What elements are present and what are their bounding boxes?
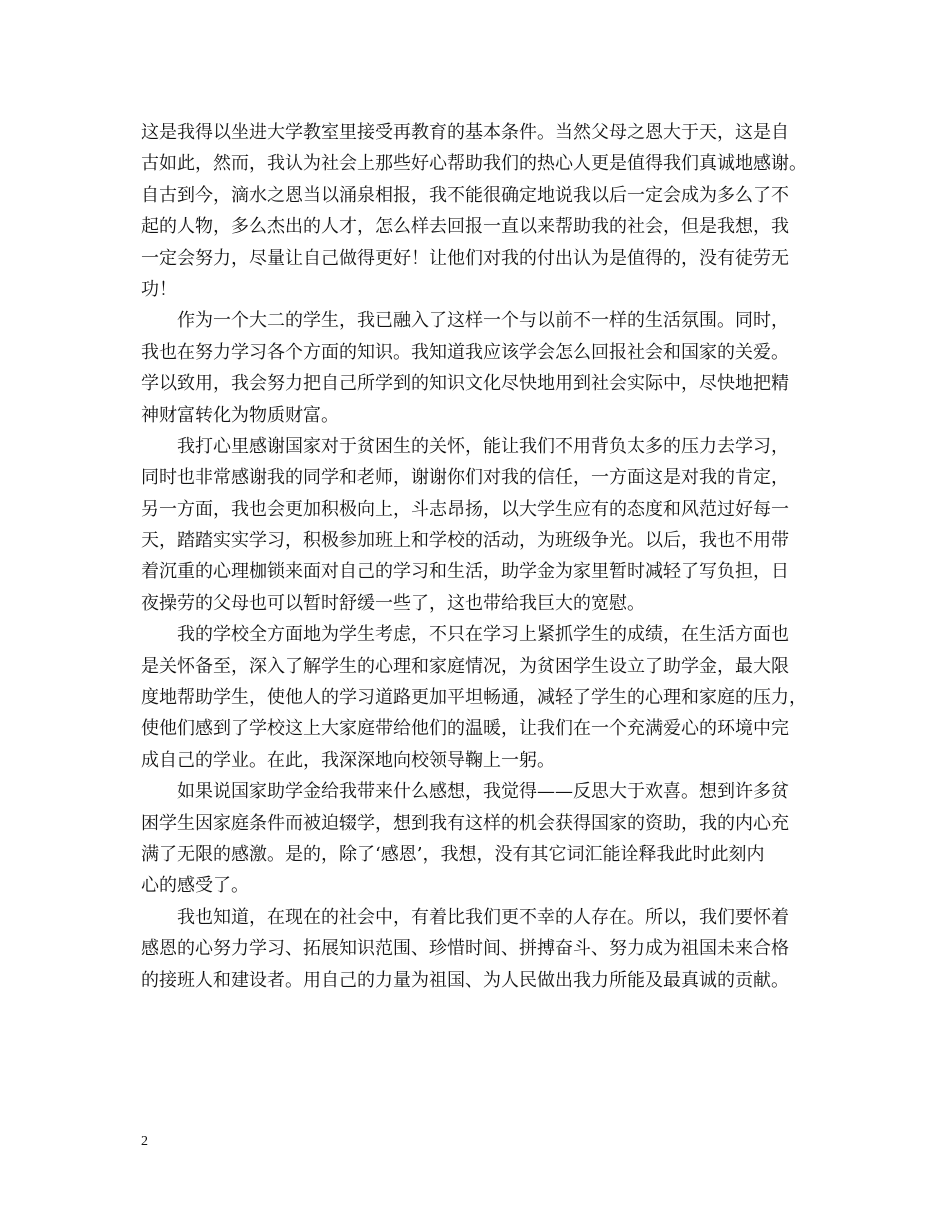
text-line: 的接班人和建设者。用自己的力量为祖国、为人民做出我力所能及最真诚的贡献。 [141, 969, 789, 991]
text-line: 成自己的学业。在此，我深深地向校领导鞠上一躬。 [141, 749, 555, 771]
text-line: 使他们感到了学校这上大家庭带给他们的温暖，让我们在一个充满爱心的环境中完 [141, 718, 789, 740]
text-line: 起的人物，多么杰出的人才，怎么样去回报一直以来帮助我的社会，但是我想，我 [141, 216, 789, 238]
text-line: 感恩的心努力学习、拓展知识范围、珍惜时间、拼搏奋斗、努力成为祖国未来合格 [141, 938, 789, 960]
text-line: 困学生因家庭条件而被迫辍学，想到我有这样的机会获得国家的资助，我的内心充 [141, 812, 789, 834]
text-line: 一定会努力，尽量让自己做得更好！让他们对我的付出认为是值得的，没有徒劳无 [141, 247, 789, 269]
text-line: 夜操劳的父母也可以暂时舒缓一些了，这也带给我巨大的宽慰。 [141, 592, 645, 614]
document-body [141, 117, 811, 996]
text-line: 学以致用，我会努力把自己所学到的知识文化尽快地用到社会实际中，尽快地把精 [141, 373, 789, 395]
text-line: 自古到今，滴水之恩当以涌泉相报，我不能很确定地说我以后一定会成为多么了不 [141, 184, 789, 206]
text-line: 是关怀备至，深入了解学生的心理和家庭情况，为贫困学生设立了助学金，最大限 [141, 655, 789, 677]
text-line: 心的感受了。 [141, 875, 249, 897]
text-line: 我也在努力学习各个方面的知识。我知道我应该学会怎么回报社会和国家的关爱。 [141, 341, 789, 363]
text-line: 着沉重的心理枷锁来面对自己的学习和生活，助学金为家里暂时减轻了写负担，日 [141, 561, 789, 583]
text-line: 度地帮助学生，使他人的学习道路更加平坦畅通，减轻了学生的心理和家庭的压力， [141, 687, 807, 709]
text-line: 古如此，然而，我认为社会上那些好心帮助我们的热心人更是值得我们真诚地感谢。 [141, 153, 807, 175]
text-line: 这是我得以坐进大学教室里接受再教育的基本条件。当然父母之恩大于天，这是自 [141, 122, 789, 143]
text-line: 天，踏踏实实学习，积极参加班上和学校的活动，为班级争光。以后，我也不用带 [141, 530, 789, 552]
text-line: 神财富转化为物质财富。 [141, 404, 339, 426]
text-line: 同时也非常感谢我的同学和老师，谢谢你们对我的信任，一方面这是对我的肯定， [141, 467, 789, 489]
text-line: 我也知道，在现在的社会中，有着比我们更不幸的人存在。所以，我们要怀着 [141, 906, 789, 928]
text-line: 功！ [141, 278, 177, 300]
page-number: 2 [141, 1134, 148, 1149]
text-line: 另一方面，我也会更加积极向上，斗志昂扬，以大学生应有的态度和风范过好每一 [141, 498, 789, 520]
text-line: 我打心里感谢国家对于贫困生的关怀，能让我们不用背负太多的压力去学习， [141, 435, 789, 457]
text-line: 如果说国家助学金给我带来什么感想，我觉得——反思大于欢喜。想到许多贫 [141, 781, 789, 803]
text-line: 满了无限的感激。是的，除了‘感恩’，我想，没有其它词汇能诠释我此时此刻内 [141, 843, 765, 865]
text-line: 作为一个大二的学生，我已融入了这样一个与以前不一样的生活氛围。同时， [141, 310, 789, 332]
text-line: 我的学校全方面地为学生考虑，不只在学习上紧抓学生的成绩，在生活方面也 [141, 624, 789, 646]
